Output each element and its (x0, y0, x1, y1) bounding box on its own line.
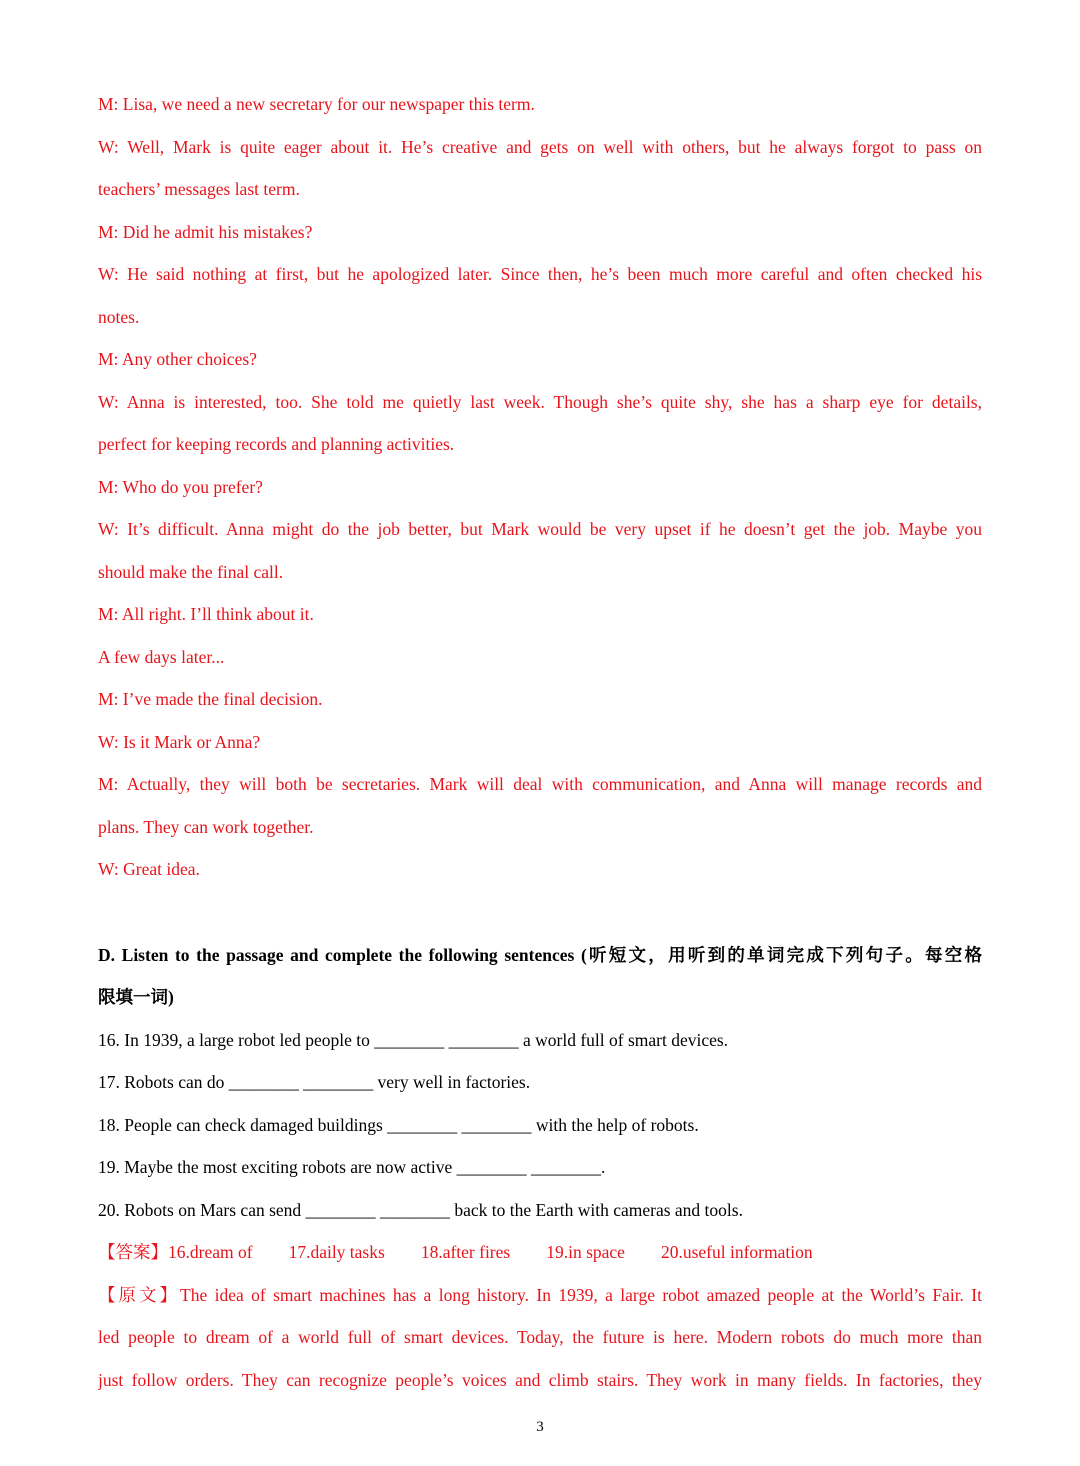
dialogue-line: W: Anna is interested, too. She told me quietly last week. Though she’s quite shy, she has a sharp eye for details, (98, 391, 982, 412)
dialogue-line: notes. (98, 306, 140, 327)
page-number: 3 (536, 1419, 544, 1435)
section-heading: D. Listen to the passage and complete the following sentences (听短文，用听到的单词完成下列句子。每空格 (98, 944, 982, 965)
question-text: 19. Maybe the most exciting robots are now active (98, 1157, 453, 1177)
answer-blank[interactable]: ________ (461, 1114, 532, 1135)
dialogue-line: W: He said nothing at first, but he apologized later. Since then, he’s been much more careful and often checked his (98, 264, 982, 284)
dialogue-line: M: Did he admit his mistakes? (98, 221, 313, 242)
answer-item: 17.daily tasks (288, 1242, 385, 1262)
question-19 (98, 1146, 982, 1189)
dialogue-transcript (98, 83, 982, 891)
original-label: 【原文】 (98, 1284, 181, 1305)
section-heading-continued: 限填一词) (98, 987, 174, 1007)
answer-item: 20.useful information (660, 1242, 813, 1262)
answer-blank[interactable]: ________ (305, 1199, 376, 1220)
dialogue-line: M: All right. I’ll think about it. (98, 604, 314, 624)
dialogue-line: M: Who do you prefer? (98, 476, 263, 497)
answer-item: 19.in space (546, 1242, 625, 1262)
question-text: with the help of robots. (535, 1114, 699, 1135)
answer-blank[interactable]: ________ (387, 1114, 458, 1135)
answer-blank[interactable]: ________ (228, 1072, 299, 1092)
dialogue-line: should make the final call. (98, 561, 284, 582)
question-18 (98, 1104, 982, 1147)
dialogue-line: M: Any other choices? (98, 349, 257, 369)
question-text: 17. Robots can do (98, 1072, 225, 1092)
dialogue-line: W: Is it Mark or Anna? (98, 731, 261, 752)
question-text: very well in factories. (377, 1072, 531, 1092)
answer-item: 16.dream of (168, 1242, 253, 1262)
dialogue-line: teachers’ messages last term. (98, 179, 300, 199)
answer-blank[interactable]: ________ (374, 1029, 445, 1050)
question-text: 20. Robots on Mars can send (98, 1199, 302, 1220)
answer-blank[interactable]: ________ (379, 1199, 450, 1220)
section-d (98, 934, 982, 1402)
document-page (98, 83, 982, 1401)
dialogue-line: W: It’s difficult. Anna might do the job better, but Mark would be very upset if he doesn’t get the job. Maybe you (98, 519, 982, 539)
dialogue-line: A few days later... (98, 646, 225, 667)
answer-item: 18.after fires (420, 1242, 511, 1262)
dialogue-line: W: Great idea. (98, 859, 200, 879)
answer-blank[interactable]: ________ (448, 1029, 519, 1050)
dialogue-line: M: Actually, they will both be secretaries. Mark will deal with communication, and Anna will manage records and (98, 774, 982, 794)
answer-key (98, 1231, 982, 1274)
question-20 (98, 1189, 982, 1232)
answer-blank[interactable]: ________ (531, 1157, 602, 1177)
dialogue-line: M: Lisa, we need a new secretary for our newspaper this term. (98, 94, 535, 114)
dialogue-line: perfect for keeping records and planning activities. (98, 434, 455, 454)
question-text: . (601, 1157, 606, 1177)
section-spacer (98, 891, 982, 934)
question-17 (98, 1061, 982, 1104)
question-text: 16. In 1939, a large robot led people to (98, 1029, 370, 1050)
dialogue-line: plans. They can work together. (98, 816, 314, 837)
original-text: The idea of smart machines has a long history. In 1939, a large robot amazed people at the World’s Fair. It (180, 1284, 982, 1305)
dialogue-line: M: I’ve made the final decision. (98, 689, 323, 709)
dialogue-line: W: Well, Mark is quite eager about it. He’s creative and gets on well with others, but he always forgot to pass on (98, 136, 982, 157)
question-16 (98, 1019, 982, 1062)
original-text-line: led people to dream of a world full of smart devices. Today, the future is here. Modern robots do much more than (98, 1327, 982, 1347)
answer-label: 【答案】 (98, 1242, 168, 1262)
answer-blank[interactable]: ________ (456, 1157, 527, 1177)
question-text: a world full of smart devices. (522, 1029, 729, 1050)
question-text: 18. People can check damaged buildings (98, 1114, 383, 1135)
original-text-line: just follow orders. They can recognize people’s voices and climb stairs. They work in many fields. In factories, they (98, 1369, 982, 1390)
answer-blank[interactable]: ________ (303, 1072, 374, 1092)
original-text-line (98, 1274, 982, 1317)
question-text: back to the Earth with cameras and tools. (454, 1199, 743, 1220)
